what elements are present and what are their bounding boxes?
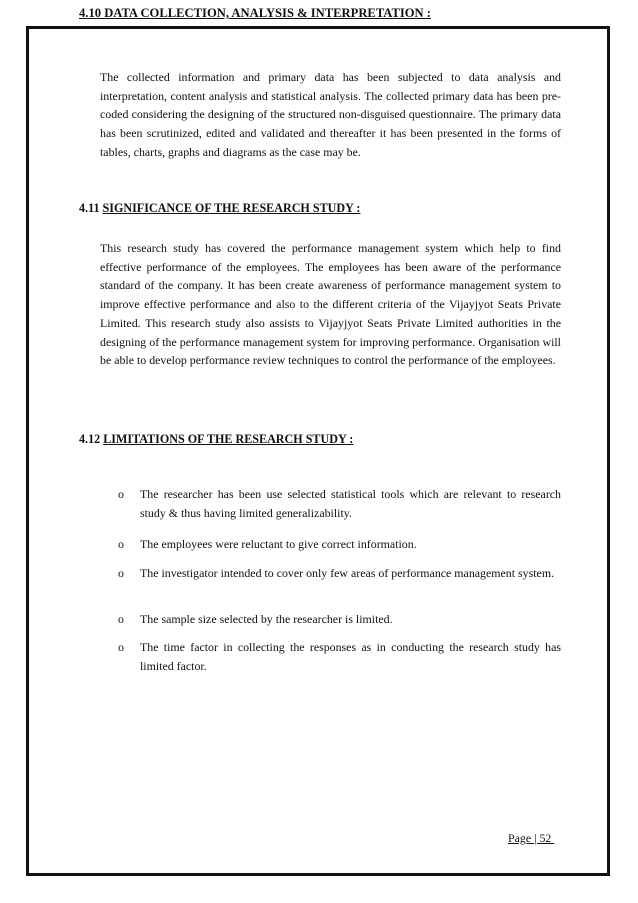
section-number: 4.11 — [79, 201, 100, 215]
section-heading-4-11 — [79, 201, 360, 216]
section-number: 4.12 — [79, 432, 101, 446]
paragraph-data-collection: The collected information and primary data has been subjected to data analysis and interpretation, content analysis and statistical analysis. The collected primary data has been pre-coded considering the designing of the structured non-disguised questionnaire. The primary data has been scrutinized, edited and validated and thereafter it has been presented in the forms of tables, charts, graphs and diagrams as the case may be. — [100, 70, 561, 159]
page-number: Page | 52 — [508, 831, 555, 845]
list-item-text: The investigator intended to cover only few areas of performance management system. — [140, 566, 555, 580]
list-item-text: The researcher has been use selected statistical tools which are relevant to research study & thus having limited generalizability. — [140, 487, 561, 520]
section-title: LIMITATIONS OF THE RESEARCH STUDY : — [103, 432, 354, 446]
bullet-marker: o — [118, 612, 124, 626]
paragraph-significance: This research study has covered the performance management system which help to find effective performance of the employees. The employees has been aware of the performance standard of the company. It has been create awareness of performance management system to improve effective performance and also to the different criteria of the Vijayjyot Seats Private Limited. This research study also assists to Vijayjyot Seats Private Limited authorities in the designing of the performance management system for improving performance. Organisation will be able to develop performance review techniques to control the performance of the employees. — [100, 241, 561, 368]
section-heading-4-10: 4.10 DATA COLLECTION, ANALYSIS & INTERPRETATION : — [79, 6, 431, 20]
bullet-marker: o — [118, 537, 124, 551]
section-heading-4-12 — [79, 432, 353, 447]
section-title: SIGNIFICANCE OF THE RESEARCH STUDY : — [102, 201, 361, 215]
bullet-marker: o — [118, 640, 124, 654]
list-item-text: The time factor in collecting the responses as in conducting the research study has limited factor. — [140, 640, 561, 673]
list-item-text: The sample size selected by the researcher is limited. — [140, 612, 393, 626]
bullet-marker: o — [118, 566, 124, 580]
list-item-text: The employees were reluctant to give correct information. — [140, 537, 417, 551]
bullet-marker: o — [118, 487, 124, 501]
